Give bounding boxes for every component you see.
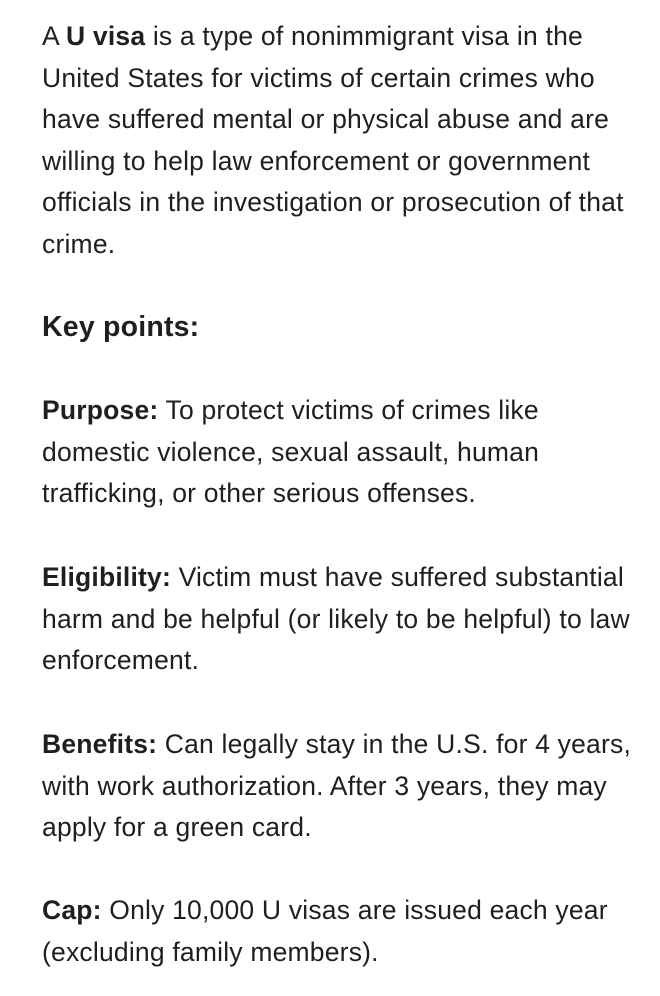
point-label: Cap: bbox=[42, 895, 102, 925]
point-text: Only 10,000 U visas are issued each year (excluding family members). bbox=[42, 895, 608, 967]
point-text: Can legally stay in the U.S. for 4 years, with work authorization. After 3 years, they may apply for a green card. bbox=[42, 729, 632, 843]
point-benefits bbox=[42, 724, 632, 849]
point-label: Eligibility: bbox=[42, 562, 172, 592]
intro-prefix: A bbox=[42, 21, 66, 51]
u-visa-term: U visa bbox=[65, 21, 146, 51]
key-points-heading: Key points: bbox=[42, 311, 200, 343]
point-label: Purpose: bbox=[42, 395, 159, 425]
point-purpose bbox=[42, 390, 632, 515]
intro-text: is a type of nonimmigrant visa in the United States for victims of certain crimes who have suffered mental or physical abuse and are willing to help law enforcement or government officials in the investigation or prosecution of that crime. bbox=[42, 21, 624, 259]
point-label: Benefits: bbox=[42, 729, 158, 759]
point-text: To protect victims of crimes like domestic violence, sexual assault, human trafficking, or other serious offenses. bbox=[42, 395, 540, 509]
point-text: Victim must have suffered substantial harm and be helpful (or likely to be helpful) to law enforcement. bbox=[42, 562, 630, 676]
point-eligibility bbox=[42, 557, 632, 682]
point-cap bbox=[42, 890, 632, 973]
intro-paragraph bbox=[42, 16, 632, 266]
